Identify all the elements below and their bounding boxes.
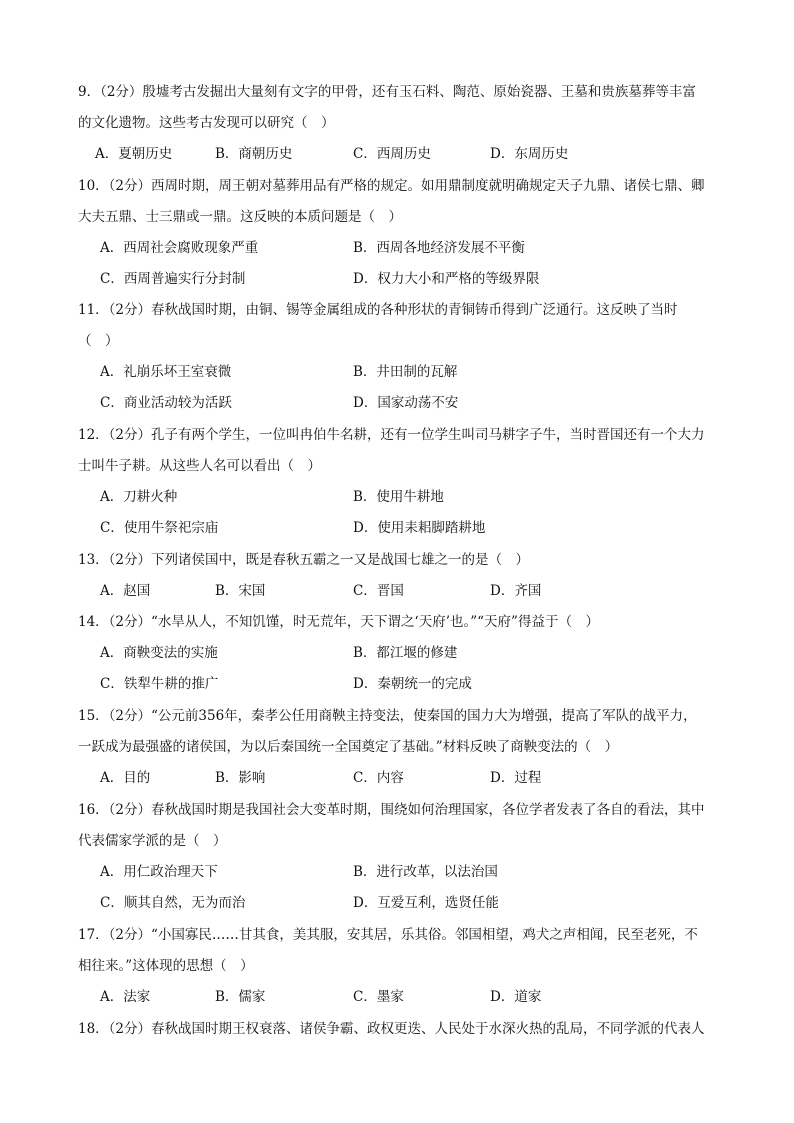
option-a: A．赵国	[100, 583, 151, 599]
question-text-line: 士叫牛子耕。从这些人名可以看出（ ）	[78, 458, 321, 474]
question-text-line: 相往来。”这体现的思想（ ）	[78, 958, 254, 974]
question-text-line: 18．（2分）春秋战国时期王权衰落、诸侯争霸、政权更迭、人民处于水深火热的乱局，不同学派的代表人	[78, 1021, 705, 1037]
option-c: C．西周历史	[353, 146, 431, 162]
question-text-line: 17．（2分）“小国寡民……甘其食，美其服，安其居，乐其俗。邻国相望，鸡犬之声相闻，民至老死，不	[78, 927, 698, 943]
option-a: A．刀耕火种	[100, 489, 178, 505]
option-a: A．礼崩乐坏王室衰微	[100, 364, 232, 380]
question-text-line: （ ）	[78, 333, 119, 349]
question-text-line: 11．（2分）春秋战国时期，由铜、锡等金属组成的各种形状的青铜铸币得到广泛通行。这反映了当时	[78, 302, 678, 318]
option-c: C．使用牛祭祀宗庙	[100, 520, 219, 536]
question-text-line: 16．（2分）春秋战国时期是我国社会大变革时期，围绕如何治理国家，各位学者发表了各自的看法，其中	[78, 802, 705, 818]
question-text-line: 的文化遗物。这些考古发现可以研究（ ）	[78, 115, 335, 131]
option-a: A．目的	[100, 770, 151, 786]
question-text-line: 大夫五鼎、士三鼎或一鼎。这反映的本质问题是（ ）	[78, 209, 402, 225]
option-b: B．宋国	[215, 583, 266, 599]
option-c: C．晋国	[353, 583, 404, 599]
option-c: C．铁犁牛耕的推广	[100, 676, 219, 692]
option-a: A．夏朝历史	[95, 146, 173, 162]
option-d: D．齐国	[490, 583, 542, 599]
option-b: B．使用牛耕地	[353, 489, 444, 505]
option-b: B．西周各地经济发展不平衡	[353, 240, 525, 256]
option-b: B．影响	[215, 770, 266, 786]
option-a: A．商鞅变法的实施	[100, 645, 218, 661]
option-b: B．井田制的瓦解	[353, 364, 458, 380]
option-d: D．互爱互利，选贤任能	[353, 895, 499, 911]
option-b: B．儒家	[215, 989, 266, 1005]
option-c: C．墨家	[353, 989, 404, 1005]
option-d: D．秦朝统一的完成	[353, 676, 472, 692]
option-b: B．商朝历史	[215, 146, 293, 162]
option-c: C．顺其自然，无为而治	[100, 895, 246, 911]
option-c: C．内容	[353, 770, 404, 786]
question-text-line: 代表儒家学派的是（ ）	[78, 833, 227, 849]
option-d: D．使用耒耜脚踏耕地	[353, 520, 486, 536]
question-text-line: 14．（2分）“水旱从人，不知饥馑，时无荒年，天下谓之‘天府’也。”“天府”得益于（ ）	[78, 614, 599, 630]
option-a: A．西周社会腐败现象严重	[100, 240, 259, 256]
question-text-line: 13．（2分）下列诸侯国中，既是春秋五霸之一又是战国七雄之一的是（ ）	[78, 552, 530, 568]
option-d: D．国家动荡不安	[353, 395, 459, 411]
question-text-line: 15．（2分）“公元前356年，秦孝公任用商鞅主持变法，使秦国的国力大为增强，提高了军队的战平力，	[78, 708, 697, 724]
question-text-line: 一跃成为最强盛的诸侯国，为以后秦国统一全国奠定了基础。”材料反映了商鞅变法的（ ）	[78, 739, 619, 755]
option-d: D．道家	[490, 989, 542, 1005]
option-b: B．进行改革，以法治国	[353, 864, 498, 880]
option-d: D．东周历史	[490, 146, 569, 162]
option-c: C．西周普遍实行分封制	[100, 271, 246, 287]
option-c: C．商业活动较为活跃	[100, 395, 232, 411]
question-text-line: 9．（2分）殷墟考古发掘出大量刻有文字的甲骨，还有玉石料、陶范、原始瓷器、王墓和贵族墓葬等丰富	[78, 84, 696, 100]
option-a: A．用仁政治理天下	[100, 864, 218, 880]
option-b: B．都江堰的修建	[353, 645, 458, 661]
option-d: D．过程	[490, 770, 542, 786]
option-a: A．法家	[100, 989, 151, 1005]
option-d: D．权力大小和严格的等级界限	[353, 271, 540, 287]
question-text-line: 10．（2分）西周时期，周王朝对墓葬用品有严格的规定。如用鼎制度就明确规定天子九鼎、诸侯七鼎、卿	[78, 178, 705, 194]
question-text-line: 12．（2分）孔子有两个学生，一位叫冉伯牛名耕，还有一位学生叫司马耕字子牛，当时晋国还有一个大力	[78, 427, 705, 443]
